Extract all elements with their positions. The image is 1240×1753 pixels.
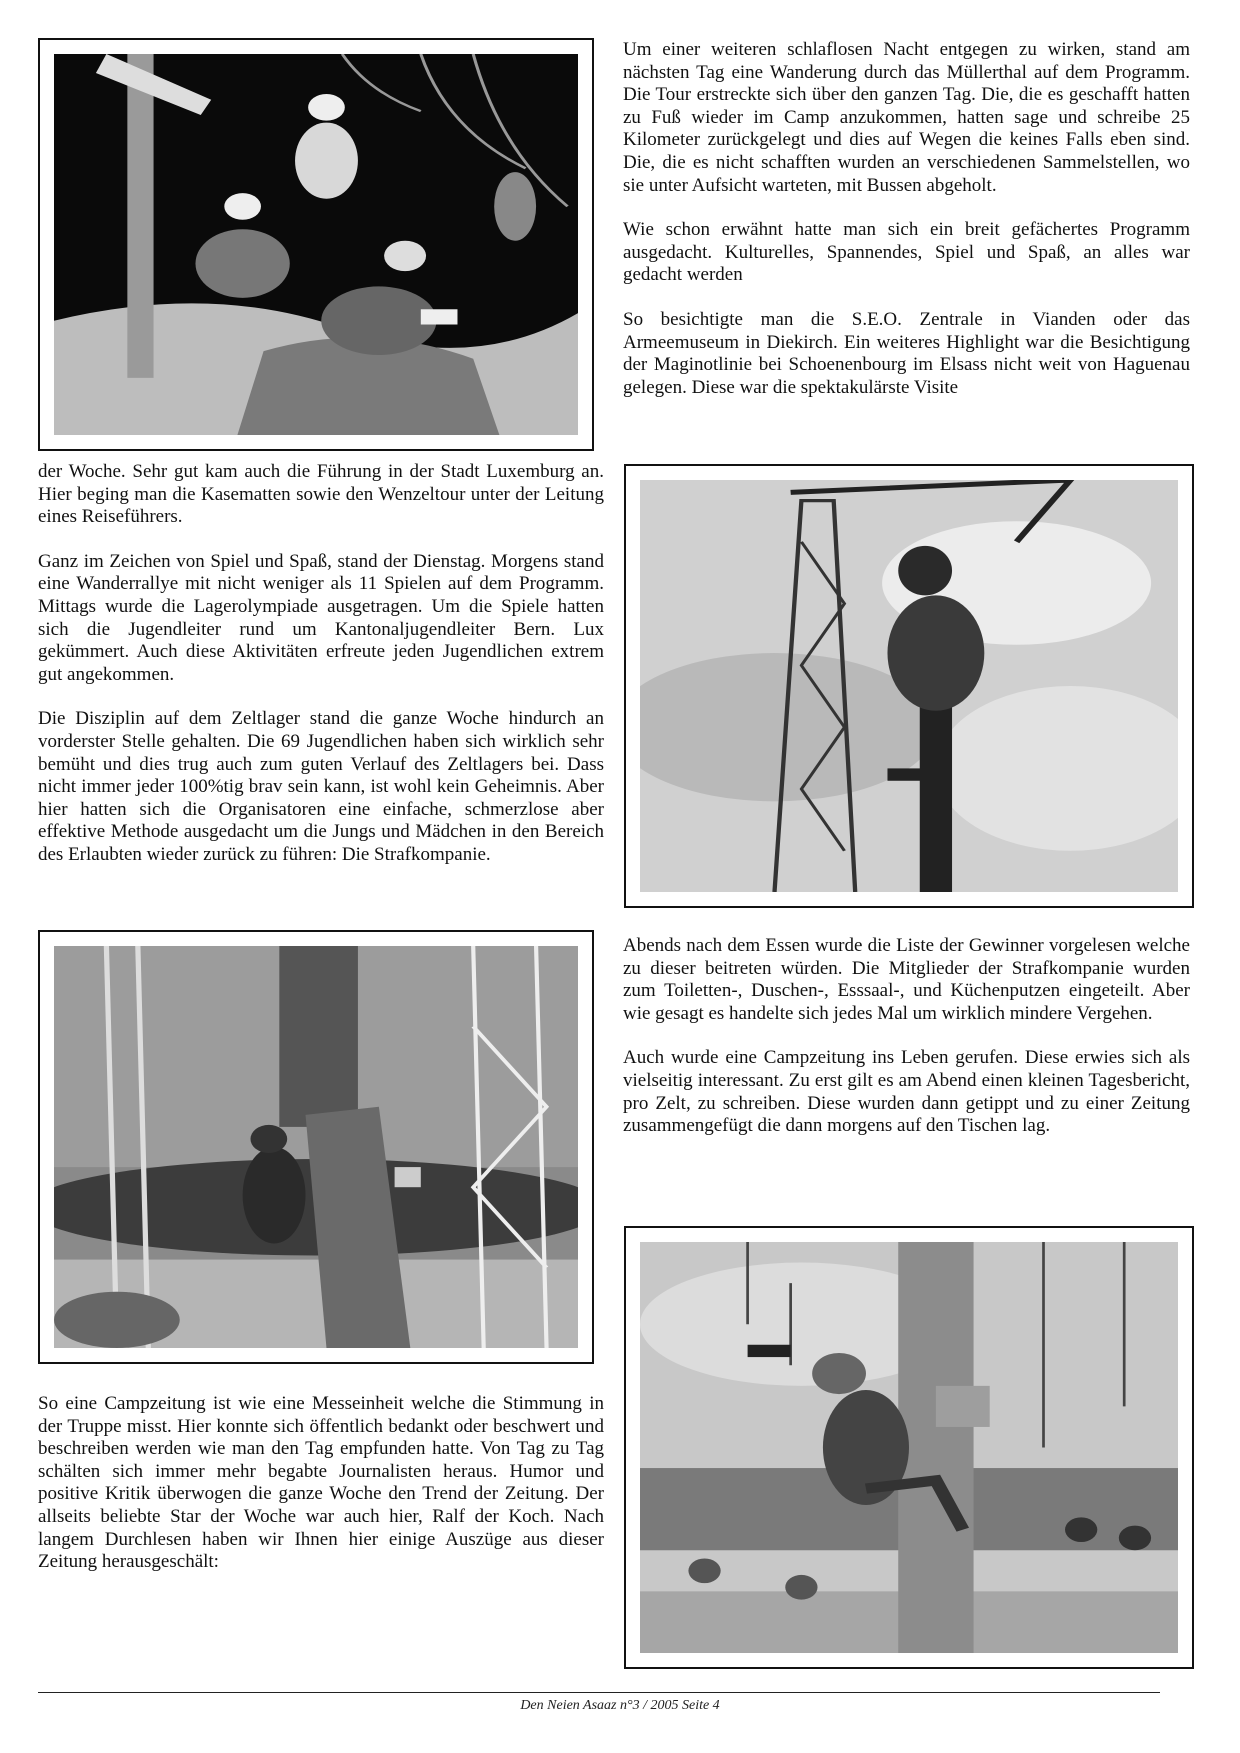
photo-pole-climb (624, 464, 1194, 908)
paragraph: der Woche. Sehr gut kam auch die Führung in der Stadt Luxemburg an. Hier beging man die Kasematten sowie den Wenzeltour unter der Leitung eines Reiseführers. (38, 461, 604, 528)
left-column-text-middle (38, 461, 604, 867)
page-footer: Den Neien Asaaz n°3 / 2005 Seite 4 (520, 1698, 720, 1713)
night-first-aid-image (54, 54, 578, 435)
climbing-wall-image (54, 946, 578, 1348)
paragraph: Ganz im Zeichen von Spiel und Spaß, stand der Dienstag. Morgens stand eine Wanderrallye mit nicht weniger als 11 Spielen auf dem Programm. Mittags wurde die Lagerolympiade ausgetragen. Um die Spiele hatten sich die Jugendleiter rund um Kantonaljugendleiter Bern. Lux gekümmert. Auch diese Aktivitäten erfreute jeden Jugendlichen extrem gut angekommen. (38, 550, 604, 685)
paragraph: So eine Campzeitung ist wie eine Messeinheit welche die Stimmung in der Truppe misst. Hier konnte sich öffentlich bedankt oder beschwert und beschreiben werden wie man den Tag empfunden hatte. Von Tag zu Tag schälten sich immer mehr begabte Journalisten heraus. Humor und positive Kritik überwogen die ganze Woche den Trend der Zeitung. Der allseits beliebte Star der Woche war auch hier, Ralf der Koch. Nach langem Durchlesen haben wir Ihnen hier einige Auszüge aus dieser Zeitung herausgeschält: (38, 1393, 604, 1573)
paragraph: Wie schon erwähnt hatte man sich ein breit gefächertes Programm ausgedacht. Kulturelles, Spannendes, Spiel und Spaß, an alles war gedacht werden (623, 219, 1190, 286)
right-column-text-middle (623, 935, 1190, 1138)
paragraph: So besichtigte man die S.E.O. Zentrale in Vianden oder das Armeemuseum in Diekirch. Ein weiteres Highlight war die Besichtigung der Maginotlinie bei Schoenenbourg im Elsass nicht weit von Haguenau gelegen. Diese war die spektakulärste Visite (623, 308, 1190, 398)
paragraph: Um einer weiteren schlaflosen Nacht entgegen zu wirken, stand am nächsten Tag eine Wanderung durch das Müllerthal auf dem Programm. Die Tour erstreckte sich über den ganzen Tag. Die, die es geschafft hatten zu Fuß wieder im Camp anzukommen, hatten sage und schreibe 25 Kilometer zurückgelegt und dies auf Wegen die keines Falls eben sind. Die, die es nicht schafften wurden an verschiedenen Sammelstellen, wo sie unter Aufsicht warteten, mit Bussen abgeholt. (623, 39, 1190, 196)
left-column-text-bottom (38, 1393, 604, 1574)
paragraph: Auch wurde eine Campzeitung ins Leben gerufen. Diese erwies sich als vielseitig interessant. Zu erst gilt es am Abend einen kleinen Tagesbericht, pro Zelt, zu schreiben. Diese wurden dann getippt und zu einer Zeitung zusammengefügt die dann morgens auf den Tischen lag. (623, 1047, 1190, 1137)
right-column-text-top (623, 39, 1190, 399)
photo-night-first-aid (38, 38, 594, 451)
paragraph: Abends nach dem Essen wurde die Liste der Gewinner vorgelesen welche zu dieser beitreten würden. Die Mitglieder der Strafkompanie wurden zum Toiletten-, Duschen-, Esssaal-, und Küchenputzen eingeteilt. Aber wie gesagt es handelte sich jedes Mal um wirklich mindere Vergehen. (623, 935, 1190, 1024)
photo-climbing-wall (38, 930, 594, 1364)
rope-course-image (640, 1242, 1178, 1653)
photo-rope-course (624, 1226, 1194, 1669)
footer-rule (38, 1692, 1160, 1693)
paragraph: Die Disziplin auf dem Zeltlager stand die ganze Woche hindurch an vorderster Stelle gehalten. Die 69 Jugendlichen haben sich wirklich sehr bemüht und dies trug auch zum guten Verlauf des Zeltlagers bei. Dass nicht immer jeder 100%tig brav sein kann, ist wohl kein Geheimnis. Aber hier hatten sich die Organisatoren eine einfache, schmerzlose aber effektive Methode ausgedacht um die Jungs und Mädchen in den Bereich des Erlaubten wieder zurück zu führen: Die Strafkompanie. (38, 708, 604, 865)
pole-climb-image (640, 480, 1178, 892)
